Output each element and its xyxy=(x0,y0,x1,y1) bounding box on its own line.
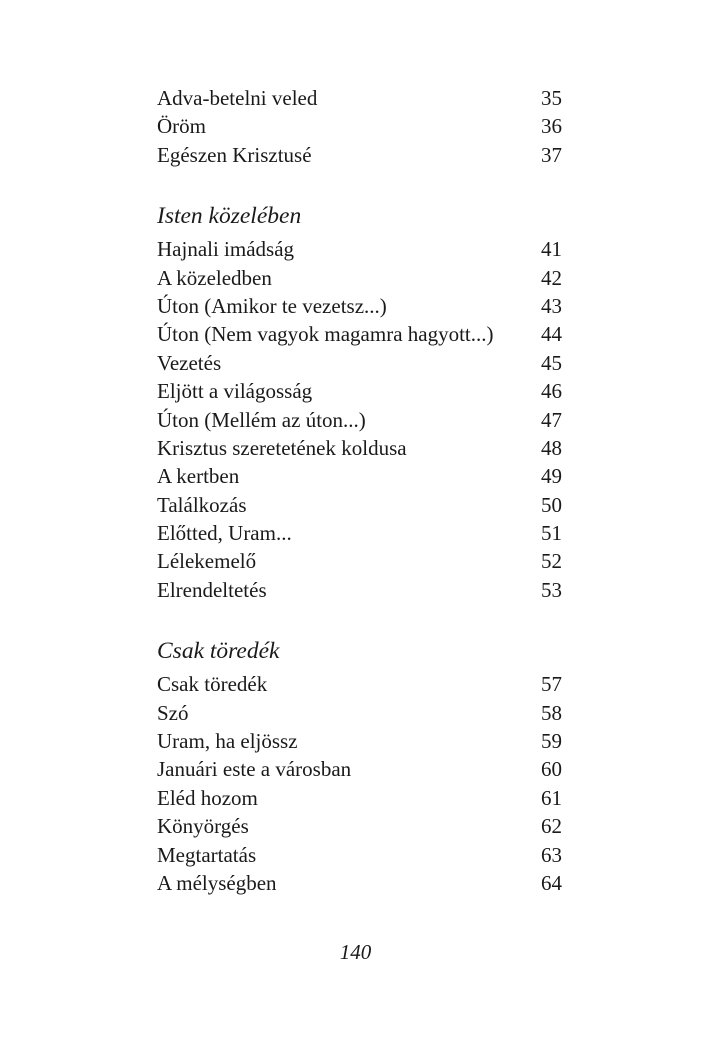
section-heading-csak-toredek: Csak töredék xyxy=(157,638,280,665)
toc-entry xyxy=(157,141,562,169)
toc-entry-title: Megtartatás xyxy=(157,842,257,867)
toc-entry-page: 43 xyxy=(541,293,562,318)
toc-entry-page: 42 xyxy=(541,265,562,290)
toc-entry-title: A kertben xyxy=(157,464,240,489)
toc-entry-title: Csak töredék xyxy=(157,672,268,697)
toc-entry-title: Adva-betelni veled xyxy=(157,86,318,110)
toc-entry-title: Öröm xyxy=(157,114,206,139)
toc-entry-page: 59 xyxy=(541,729,562,754)
toc-entry xyxy=(157,377,562,405)
toc-entry-title: Úton (Amikor te vezetsz...) xyxy=(157,293,387,318)
toc-entry-page: 44 xyxy=(541,322,562,347)
section-list-csak-toredek xyxy=(157,670,562,897)
toc-entry xyxy=(157,320,562,348)
section-list-isten-kozeleben xyxy=(157,235,562,604)
toc-entry xyxy=(157,349,562,377)
toc-entry-page: 53 xyxy=(541,577,562,602)
toc-entry-page: 48 xyxy=(541,435,562,460)
toc-entry-page: 41 xyxy=(541,237,562,262)
toc-entry-page: 46 xyxy=(541,379,562,404)
toc-entry-page: 35 xyxy=(541,86,562,110)
section-heading-isten-kozeleben: Isten közelében xyxy=(157,203,302,230)
toc-entry-title: Úton (Nem vagyok magamra hagyott...) xyxy=(157,322,494,347)
toc-entry xyxy=(157,264,562,292)
toc-entry-title: Krisztus szeretetének koldusa xyxy=(157,435,407,460)
toc-entry-title: Lélekemelő xyxy=(157,549,257,574)
toc-entry xyxy=(157,292,562,320)
toc-entry-title: Könyörgés xyxy=(157,814,249,839)
toc-entry-page: 49 xyxy=(541,464,562,489)
toc-entry xyxy=(157,235,562,263)
toc-entry-page: 36 xyxy=(541,114,562,139)
toc-entry xyxy=(157,434,562,462)
toc-entry xyxy=(157,462,562,490)
page-number: 140 xyxy=(339,940,372,964)
toc-entry-title: Egészen Krisztusé xyxy=(157,142,312,167)
toc-entry-page: 60 xyxy=(541,757,562,782)
toc-entry-title: A mélységben xyxy=(157,870,277,895)
toc-entry-page: 64 xyxy=(541,870,562,895)
toc-entry-page: 45 xyxy=(541,350,562,375)
toc-entry xyxy=(157,784,562,812)
toc-entry-title: Elrendeltetés xyxy=(157,577,267,602)
toc-entry-title: Uram, ha eljössz xyxy=(157,729,298,754)
toc-entry xyxy=(157,699,562,727)
toc-entry xyxy=(157,670,562,698)
toc-entry-page: 51 xyxy=(541,521,562,546)
toc-entry-title: Szó xyxy=(157,700,189,725)
toc-entry xyxy=(157,84,562,112)
toc-entry-page: 52 xyxy=(541,549,562,574)
toc-entry-page: 47 xyxy=(541,407,562,432)
toc-entry-title: Eléd hozom xyxy=(157,785,258,810)
toc-entry-page: 50 xyxy=(541,492,562,517)
toc-entry xyxy=(157,519,562,547)
toc-entry-title: Hajnali imádság xyxy=(157,237,295,262)
toc-entry-title: A közeledben xyxy=(157,265,272,290)
toc-entry-page: 58 xyxy=(541,700,562,725)
toc-entry-title: Vezetés xyxy=(157,350,222,375)
toc-entry-page: 63 xyxy=(541,842,562,867)
toc-entry xyxy=(157,812,562,840)
toc-entry-page: 62 xyxy=(541,814,562,839)
toc-entry-title: Eljött a világosság xyxy=(157,379,313,404)
toc-intro-list xyxy=(157,84,562,169)
toc-entry-page: 37 xyxy=(541,142,562,167)
toc-entry-title: Úton (Mellém az úton...) xyxy=(157,407,366,432)
toc-entry xyxy=(157,576,562,604)
toc-entry xyxy=(157,406,562,434)
toc-entry xyxy=(157,755,562,783)
table-of-contents xyxy=(157,84,562,897)
toc-entry xyxy=(157,727,562,755)
toc-entry-page: 57 xyxy=(541,672,562,697)
toc-entry xyxy=(157,869,562,897)
toc-entry xyxy=(157,112,562,140)
toc-entry-page: 61 xyxy=(541,785,562,810)
toc-entry xyxy=(157,841,562,869)
toc-entry xyxy=(157,547,562,575)
toc-entry-title: Találkozás xyxy=(157,492,247,517)
toc-entry xyxy=(157,491,562,519)
toc-entry-title: Előtted, Uram... xyxy=(157,521,292,546)
toc-entry-title: Januári este a városban xyxy=(157,757,352,782)
